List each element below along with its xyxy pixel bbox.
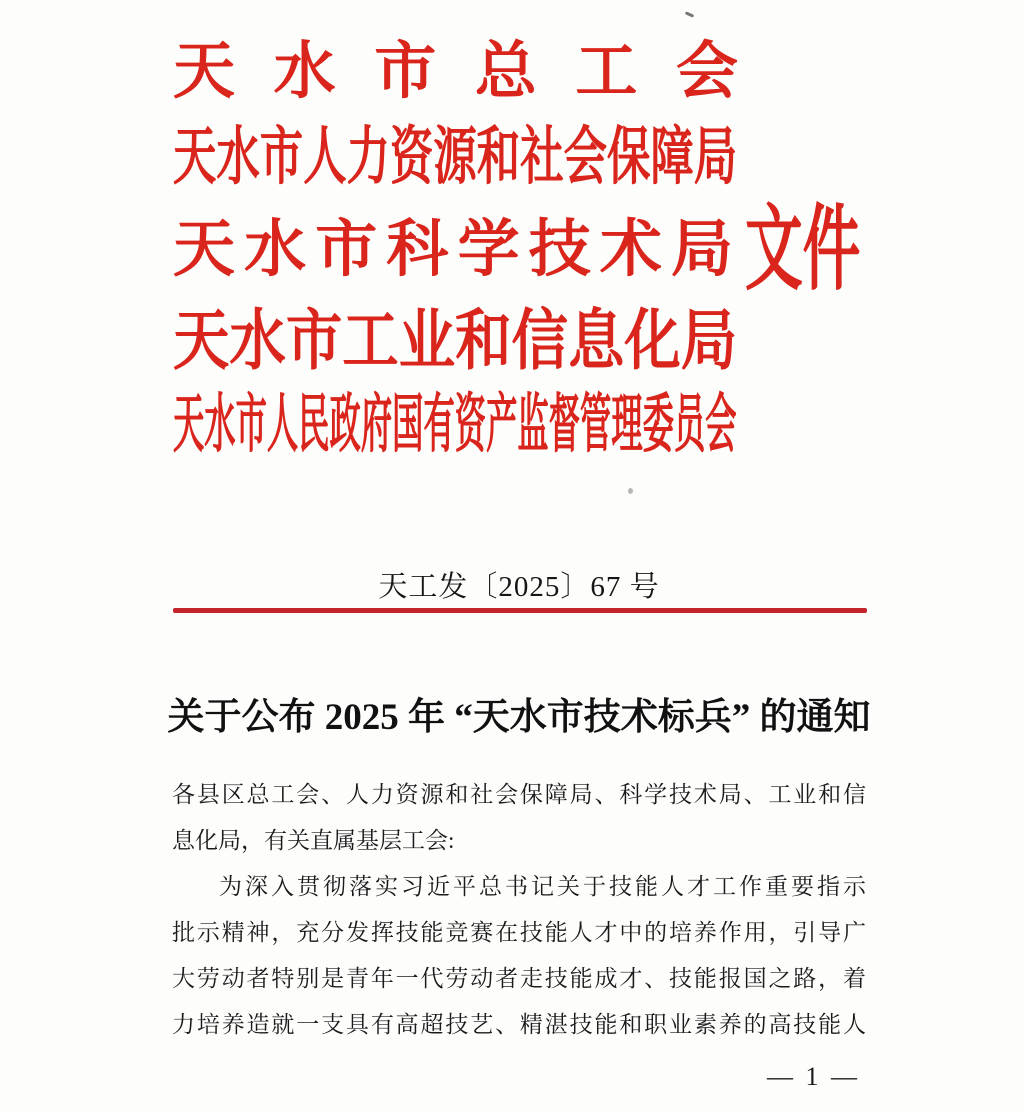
scan-artifact-speck — [685, 11, 694, 17]
body-line-salutation-2: 息化局，有关直属基层工会: — [172, 828, 455, 853]
body-line-paragraph-4: 力培养造就一支具有高超技艺、精湛技能和职业素养的高技能人 — [172, 1012, 866, 1037]
letterhead-org-line-5: 天水市人民政府国有资产监督管理委员会 — [173, 389, 737, 461]
document-number: 天工发〔2025〕67 号 — [378, 571, 660, 603]
letterhead-org-line-2: 天水市人力资源和社会保障局 — [173, 122, 738, 193]
scan-artifact-dot — [628, 488, 633, 494]
body-line-paragraph-3: 大劳动者特别是青年一代劳动者走技能成才、技能报国之路，着 — [172, 966, 866, 991]
letterhead-org-line-3: 天水市科学技术局 — [173, 216, 733, 284]
body-line-salutation-1: 各县区总工会、人力资源和社会保障局、科学技术局、工业和信 — [172, 782, 866, 807]
letterhead-org-line-1: 天水市总工会 — [173, 38, 738, 106]
notice-title: 关于公布 2025 年 “天水市技术标兵” 的通知 — [167, 697, 871, 738]
body-line-paragraph-1: 为深入贯彻落实习近平总书记关于技能人才工作重要指示 — [219, 874, 866, 899]
letterhead-org-line-4: 天水市工业和信息化局 — [173, 305, 738, 378]
page-number: — 1 — — [767, 1062, 860, 1091]
body-line-paragraph-2: 批示精神，充分发挥技能竞赛在技能人才中的培养作用，引导广 — [172, 920, 866, 945]
red-divider-rule — [173, 608, 867, 613]
notice-body — [172, 772, 866, 1048]
letterhead-document-label: 文件 — [745, 199, 861, 302]
